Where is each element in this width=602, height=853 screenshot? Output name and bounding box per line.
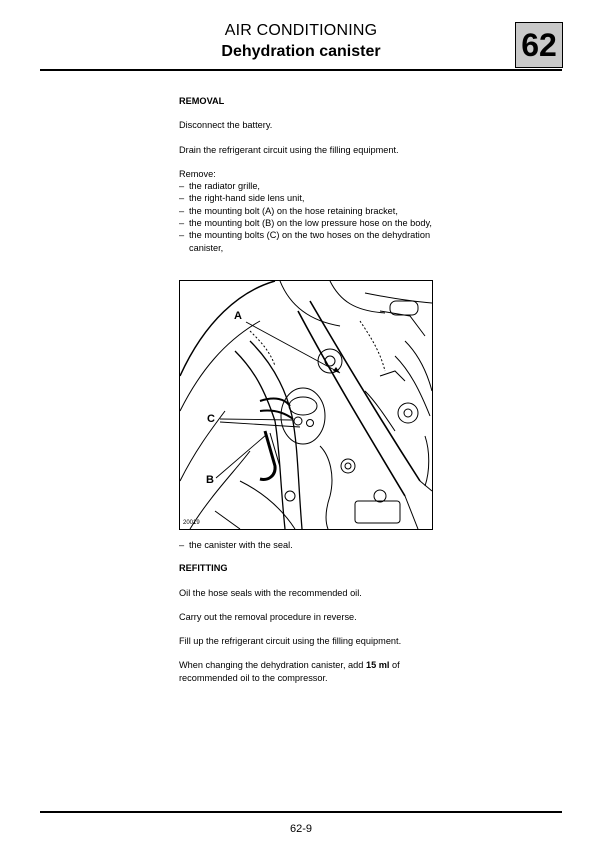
list-item: – the canister with the seal. (179, 539, 439, 551)
refitting-step-1: Oil the hose seals with the recommended oil. (179, 587, 362, 598)
remove-intro: Remove: (179, 168, 216, 179)
removal-step-2: Drain the refrigerant circuit using the filling equipment. (179, 144, 399, 155)
page-number: 62-9 (289, 823, 313, 835)
list-item: – the mounting bolt (B) on the low pressure hose on the body, (179, 217, 439, 229)
chapter-badge (515, 22, 563, 68)
engine-bay-illustration (180, 281, 432, 529)
remove-list-continued (179, 539, 439, 551)
figure-number: 20019 (183, 520, 200, 526)
removal-step-1: Disconnect the battery. (179, 120, 273, 131)
refitting-heading: REFITTING (179, 563, 228, 574)
list-item: – the radiator grille, (179, 180, 439, 192)
label-a: A (234, 310, 242, 322)
removal-section (179, 95, 439, 254)
list-item: – the right-hand side lens unit, (179, 192, 439, 204)
footer-divider (40, 811, 562, 813)
removal-heading: REMOVAL (179, 96, 225, 106)
oil-quantity: 15 ml (365, 660, 390, 671)
page-title: Dehydration canister (221, 43, 381, 60)
header-divider (40, 69, 562, 71)
label-c: C (207, 413, 215, 425)
refitting-step-4 (179, 659, 439, 684)
label-b: B (206, 474, 214, 486)
page-header (0, 22, 602, 62)
list-item: – the mounting bolts (C) on the two hoses on the dehydration canister, (179, 229, 439, 254)
list-item: – the mounting bolt (A) on the hose retaining bracket, (179, 205, 439, 217)
refitting-step-2: Carry out the removal procedure in reverse. (179, 611, 357, 622)
refitting-step-4-prefix: When changing the dehydration canister, add (179, 660, 366, 671)
dehydration-canister-figure (179, 280, 433, 530)
refitting-section (179, 539, 439, 684)
section-title: AIR CONDITIONING (224, 22, 378, 39)
refitting-step-3: Fill up the refrigerant circuit using the filling equipment. (179, 636, 402, 647)
remove-list (179, 180, 439, 254)
chapter-number: 62 (521, 27, 557, 63)
refitting-step-4-suffix: of recommended oil to the compressor. (179, 660, 400, 683)
